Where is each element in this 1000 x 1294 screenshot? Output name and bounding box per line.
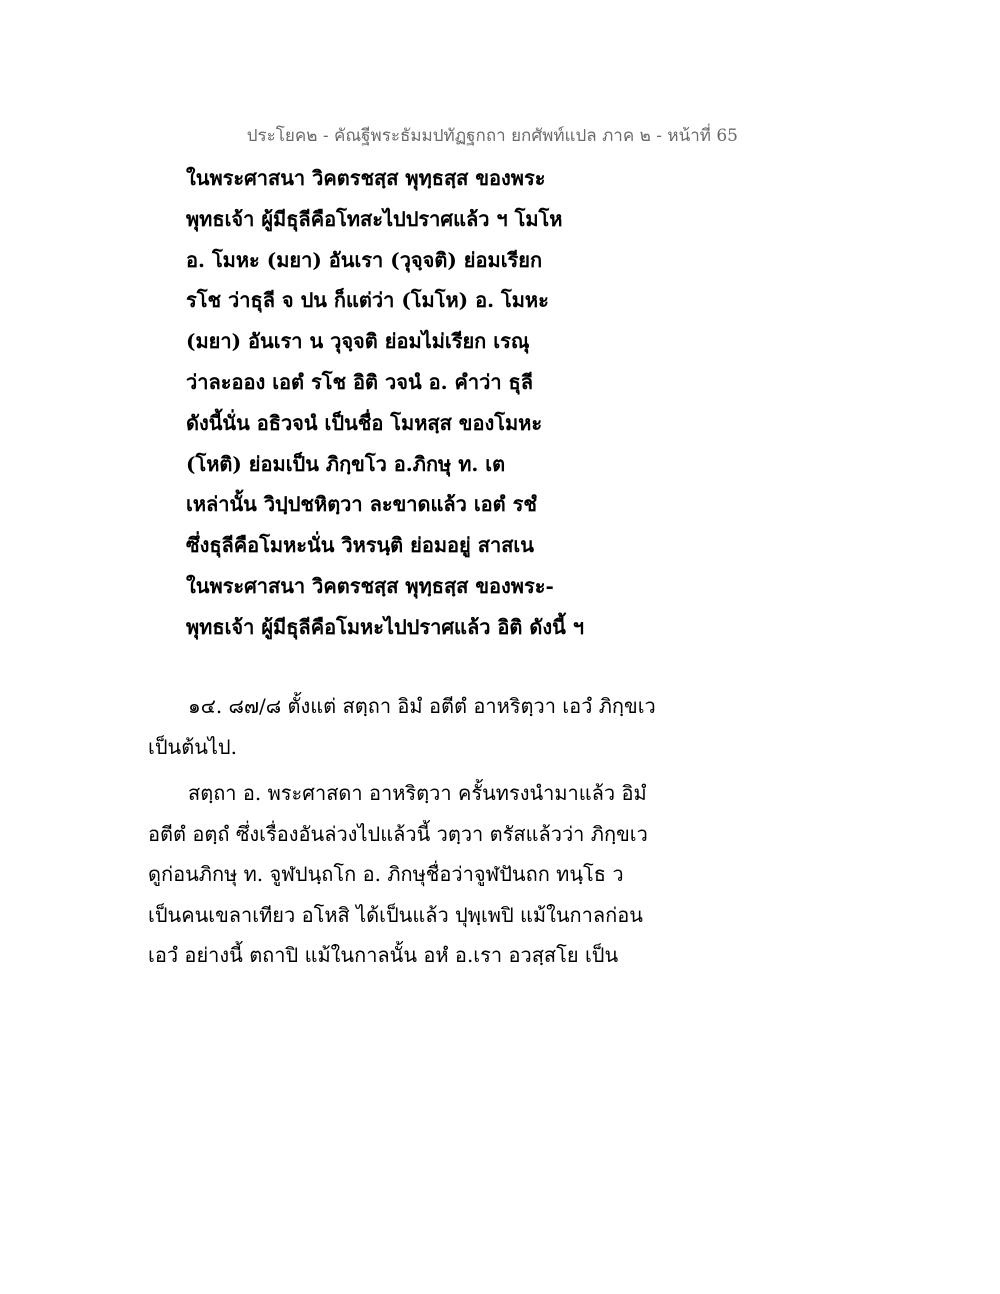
- paragraph-line: สตฺถา อ. พระศาสดา อาหริตฺวา ครั้นทรงนำมาแล้ว อิมํ: [188, 781, 647, 805]
- verse-line: ในพระศาสนา วิคตรชสฺส พุทฺธสฺส ของพระ: [186, 166, 546, 190]
- section-heading-continuation: เป็นต้นไป.: [148, 734, 237, 759]
- verse-line: ว่าละออง เอตํ รโช อิติ วจนํ อ. คำว่า ธุลี: [186, 369, 534, 394]
- paragraph-line: ดูก่อนภิกษุ ท. จูฬปนฺถโก อ. ภิกษุชื่อว่าจูฬปันถก ทนฺโธ ว: [148, 862, 624, 886]
- verse-line: (มยา) อันเรา น วุจฺจติ ย่อมไม่เรียก เรณุ: [186, 329, 530, 354]
- paragraph-line: เป็นคนเขลาเทียว อโหสิ ได้เป็นแล้ว ปุพฺเพปิ แม้ในกาลก่อน: [148, 902, 643, 927]
- verse-line: (โหติ) ย่อมเป็น ภิกฺขโว อ.ภิกษุ ท. เต: [186, 451, 506, 476]
- verse-block: [186, 158, 746, 648]
- paragraph-line: อตีตํ อตฺถํ ซึ่งเรื่องอันล่วงไปแล้วนี้ วตฺวา ตรัสแล้วว่า ภิกฺขเว: [148, 821, 648, 846]
- verse-line: เหล่านั้น วิปฺปชหิตฺวา ละขาดแล้ว เอตํ รชํ: [186, 492, 537, 517]
- verse-line: ดังนี้นั่น อธิวจนํ เป็นชื่อ โมหสฺส ของโมหะ: [186, 410, 543, 435]
- page-header: ประโยค๒ - คัณฐีพระธัมมปทัฏฐกถา ยกศัพท์แปล ภาค ๒ - หน้าที่ 65: [246, 126, 738, 146]
- commentary-block: [148, 686, 708, 976]
- verse-line: ในพระศาสนา วิคตรชสฺส พุทฺธสฺส ของพระ-: [186, 573, 554, 598]
- verse-line: อ. โมหะ (มยา) อันเรา (วุจฺจติ) ย่อมเรียก: [186, 247, 543, 272]
- verse-line: พุทธเจ้า ผู้มีธุลีคือโมหะไปปราศแล้ว อิติ ดังนี้ ฯ: [186, 614, 584, 639]
- verse-line: พุทธเจ้า ผู้มีธุลีคือโทสะไปปราศแล้ว ฯ โมโห: [186, 206, 563, 231]
- verse-line: รโช ว่าธุลี จ ปน ก็แต่ว่า (โมโห) อ. โมหะ: [186, 288, 549, 313]
- section-heading: ๑๔. ๘๗/๘ ตั้งแต่ สตฺถา อิมํ อตีตํ อาหริตฺวา เอวํ ภิกฺขเว: [188, 694, 656, 718]
- verse-line: ซึ่งธุลีคือโมหะนั่น วิหรนฺติ ย่อมอยู่ สาสเน: [186, 533, 534, 558]
- paragraph-line: เอวํ อย่างนี้ ตถาปิ แม้ในกาลนั้น อหํ อ.เรา อวสฺสโย เป็น: [148, 943, 619, 967]
